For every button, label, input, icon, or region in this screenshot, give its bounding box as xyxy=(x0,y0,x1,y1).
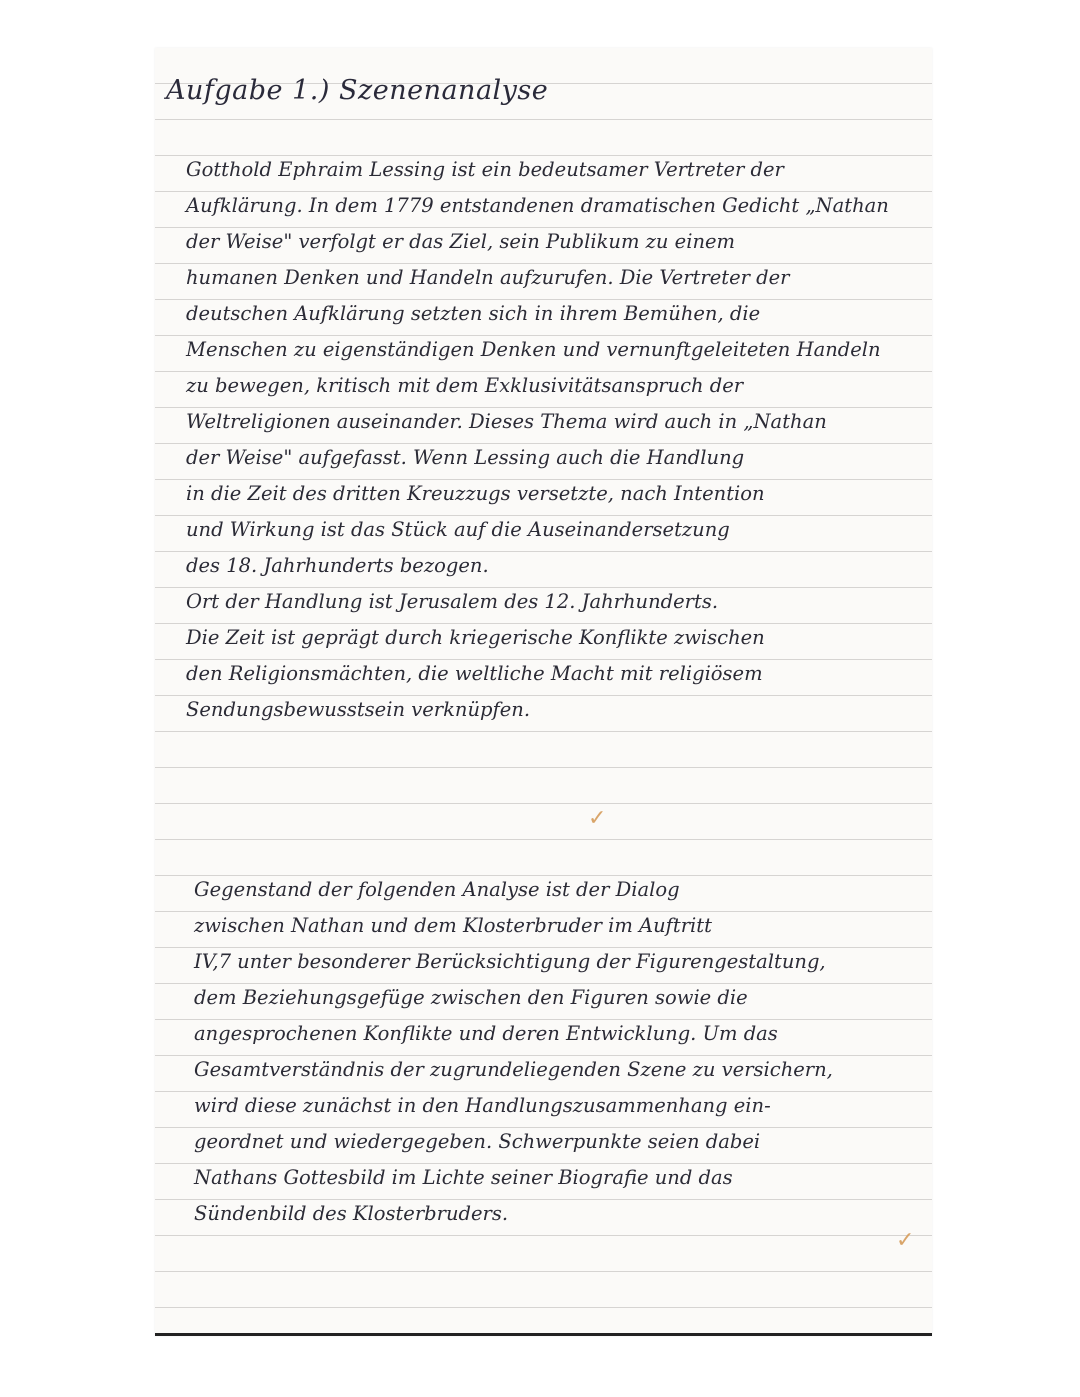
text-line: angesprochenen Konflikte und deren Entwicklung. Um das xyxy=(194,1022,778,1045)
text-line: der Weise" verfolgt er das Ziel, sein Publikum zu einem xyxy=(186,230,736,253)
assignment-heading xyxy=(160,65,554,115)
check-mark-icon: ✓ xyxy=(588,806,607,831)
heading-task-label: Aufgabe 1.) xyxy=(166,74,330,106)
text-line: den Religionsmächten, die weltliche Macht mit religiösem xyxy=(186,662,763,685)
text-line: dem Beziehungsgefüge zwischen den Figuren sowie die xyxy=(194,986,748,1009)
text-line: IV,7 unter besonderer Berücksichtigung der Figurengestaltung, xyxy=(194,950,826,973)
check-mark-icon: ✓ xyxy=(896,1228,915,1253)
text-line: Die Zeit ist geprägt durch kriegerische Konflikte zwischen xyxy=(186,626,765,649)
text-line: humanen Denken und Handeln aufzurufen. Die Vertreter der xyxy=(186,266,790,289)
text-line: Sündenbild des Klosterbruders. xyxy=(194,1202,509,1225)
text-line: Gotthold Ephraim Lessing ist ein bedeutsamer Vertreter der xyxy=(186,158,784,181)
text-line: der Weise" aufgefasst. Wenn Lessing auch die Handlung xyxy=(186,446,745,469)
heading-title: Szenenanalyse xyxy=(339,74,549,106)
text-line: und Wirkung ist das Stück auf die Auseinandersetzung xyxy=(186,518,730,541)
text-line: Gegenstand der folgenden Analyse ist der Dialog xyxy=(194,878,680,901)
text-line: Nathans Gottesbild im Lichte seiner Biografie und das xyxy=(194,1166,733,1189)
text-line: wird diese zunächst in den Handlungszusammenhang ein- xyxy=(194,1094,771,1117)
text-line: in die Zeit des dritten Kreuzzugs versetzte, nach Intention xyxy=(186,482,765,505)
text-line: zwischen Nathan und dem Klosterbruder im Auftritt xyxy=(194,914,712,937)
text-line: Aufklärung. In dem 1779 entstandenen dramatischen Gedicht „Nathan xyxy=(186,194,889,217)
text-line: Weltreligionen auseinander. Dieses Thema wird auch in „Nathan xyxy=(186,410,827,433)
text-line: Sendungsbewusstsein verknüpfen. xyxy=(186,698,531,721)
text-line: Gesamtverständnis der zugrundeliegenden Szene zu versichern, xyxy=(194,1058,833,1081)
heading-highlight xyxy=(160,75,554,106)
text-line: deutschen Aufklärung setzten sich in ihrem Bemühen, die xyxy=(186,302,761,325)
text-line: geordnet und wiedergegeben. Schwerpunkte seien dabei xyxy=(194,1130,761,1153)
text-line: des 18. Jahrhunderts bezogen. xyxy=(186,554,489,577)
text-line: Ort der Handlung ist Jerusalem des 12. Jahrhunderts. xyxy=(186,590,719,613)
text-line: zu bewegen, kritisch mit dem Exklusivitätsanspruch der xyxy=(186,374,744,397)
paragraph-analysis-scope xyxy=(194,872,833,1232)
text-line: Menschen zu eigenständigen Denken und vernunftgeleiteten Handeln xyxy=(186,338,881,361)
paragraph-introduction xyxy=(186,152,889,728)
